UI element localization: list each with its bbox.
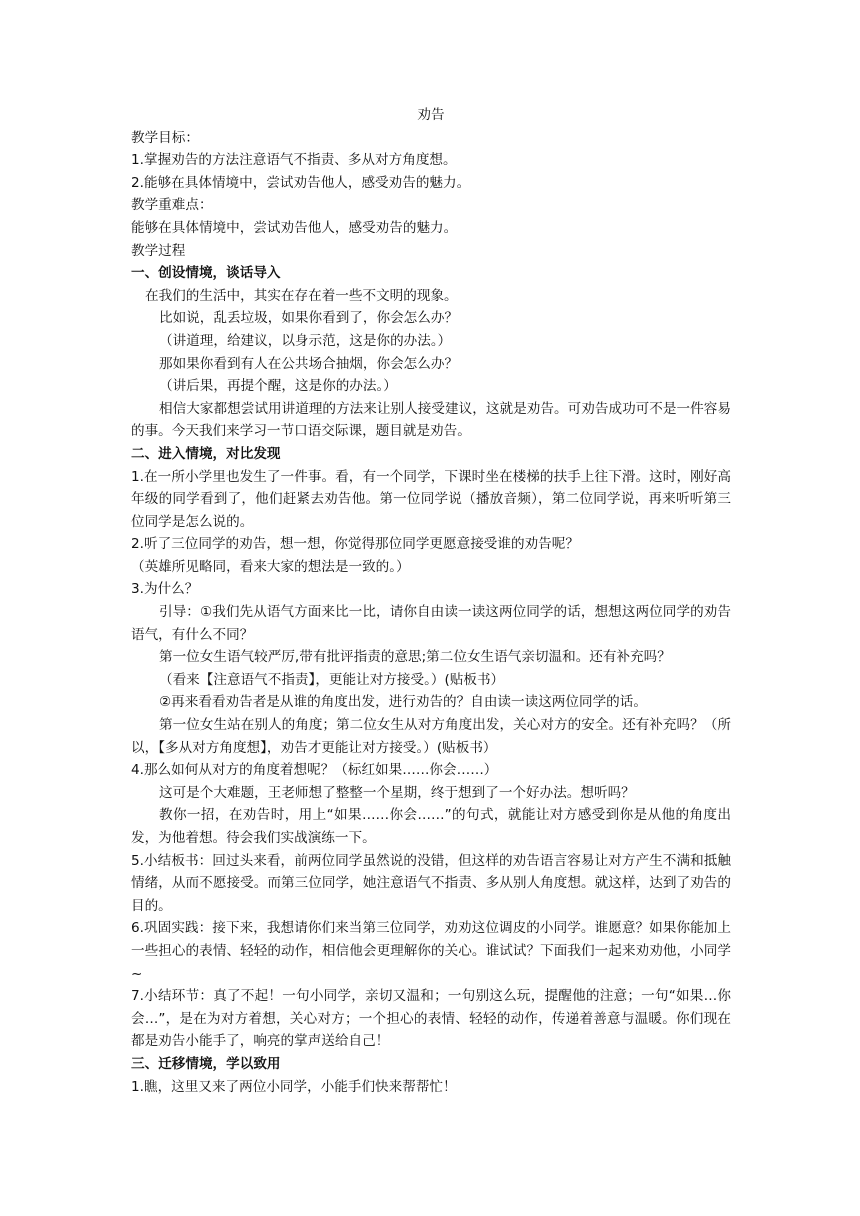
difficulty-text: 能够在具体情境中，尝试劝告他人，感受劝告的魅力。 bbox=[131, 219, 458, 236]
s1-paragraph: 比如说，乱丢垃圾，如果你看到了，你会怎么办？ bbox=[159, 310, 459, 327]
document-page bbox=[131, 104, 731, 1098]
s2-paragraph: 3.为什么？ bbox=[131, 581, 199, 598]
s2-paragraph: 引导：①我们先从语气方面来比一比，请你自由读一读这两位同学的话，想想这两位同学的劝告语气，有什么不同？ bbox=[131, 604, 731, 643]
s2-paragraph: 这可是个大难题，王老师想了整整一个星期，终于想到了一个好办法。想听吗？ bbox=[159, 784, 635, 801]
s2-paragraph: 1.在一所小学里也发生了一件事。看，有一个同学，下课时坐在楼梯的扶手上往下滑。这时，刚好高年级的同学看到了，他们赶紧去劝告他。第一位同学说（播放音频），第二位同学说，再来听听第三位同学是怎么说的。 bbox=[131, 468, 731, 530]
s2-paragraph: 第一位女生站在别人的角度；第二位女生从对方角度出发，关心对方的安全。还有补充吗？（所以，【多从对方角度想】，劝告才更能让对方接受。）(贴板书） bbox=[131, 717, 731, 756]
s1-paragraph: 在我们的生活中，其实在存在着一些不文明的现象。 bbox=[145, 287, 458, 304]
s2-paragraph: 教你一招，在劝告时，用上“如果……你会……”的句式，就能让对方感受到你是从他的角度出发，为他着想。待会我们实战演练一下。 bbox=[131, 807, 731, 846]
goal-2: 2.能够在具体情境中，尝试劝告他人，感受劝告的魅力。 bbox=[131, 174, 471, 191]
goals-heading: 教学目标： bbox=[131, 129, 199, 146]
s2-paragraph: （英雄所见略同，看来大家的想法是一致的。） bbox=[131, 558, 410, 575]
s2-paragraph: （看来【注意语气不指责】，更能让对方接受。）(贴板书） bbox=[159, 671, 505, 688]
s1-paragraph: 相信大家都想尝试用讲道理的方法来让别人接受建议，这就是劝告。可劝告成功可不是一件容易的事。今天我们来学习一节口语交际课，题目就是劝告。 bbox=[131, 400, 731, 440]
difficulty-heading: 教学重难点： bbox=[131, 197, 213, 214]
section-1-heading: 一、创设情境，谈话导入 bbox=[131, 265, 281, 282]
s2-paragraph: 5.小结板书：回过头来看，前两位同学虽然说的没错，但这样的劝告语言容易让对方产生不满和抵触情绪，从而不愿接受。而第三位同学，她注意语气不指责、多从别人角度想。就这样，达到了劝告的目的。 bbox=[131, 852, 731, 914]
s2-paragraph: 4.那么如何从对方的角度着想呢？（标红如果……你会……） bbox=[131, 762, 498, 779]
document-title: 劝告 bbox=[417, 107, 445, 123]
goal-1: 1.掌握劝告的方法注意语气不指责、多从对方角度想。 bbox=[131, 152, 457, 169]
s1-paragraph: 那如果你看到有人在公共场合抽烟，你会怎么办？ bbox=[159, 355, 459, 372]
s1-paragraph: （讲后果，再提个醒，这是你的办法。） bbox=[159, 378, 397, 395]
section-3-heading: 三、迁移情境，学以致用 bbox=[131, 1055, 281, 1072]
section-2-heading: 二、进入情境，对比发现 bbox=[131, 445, 281, 462]
s2-paragraph: 6.巩固实践：接下来，我想请你们来当第三位同学，劝劝这位调皮的小同学。谁愿意？如果你能加上一些担心的表情、轻轻的动作，相信他会更理解你的关心。谁试试？下面我们一起来劝劝他，小同学~ bbox=[131, 920, 731, 982]
s3-paragraph: 1.瞧，这里又来了两位小同学，小能手们快来帮帮忙！ bbox=[131, 1078, 457, 1095]
s2-paragraph: 第一位女生语气较严厉,带有批评指责的意思;第二位女生语气亲切温和。还有补充吗？ bbox=[159, 649, 671, 666]
process-heading: 教学过程 bbox=[131, 242, 186, 259]
s2-paragraph: 7.小结环节：真了不起！一句小同学，亲切又温和；一句别这么玩，提醒他的注意；一句“如果…你会…”，是在为对方着想，关心对方；一个担心的表情、轻轻的动作，传递着善意与温暖。你们现在都是劝告小能手了，响亮的掌声送给自己！ bbox=[131, 988, 731, 1050]
s2-paragraph: 2.听了三位同学的劝告，想一想，你觉得那位同学更愿意接受谁的劝告呢？ bbox=[131, 536, 579, 553]
s2-paragraph: ②再来看看劝告者是从谁的角度出发，进行劝告的？自由读一读这两位同学的话。 bbox=[159, 694, 647, 711]
s1-paragraph: （讲道理，给建议，以身示范，这是你的办法。） bbox=[159, 332, 452, 349]
